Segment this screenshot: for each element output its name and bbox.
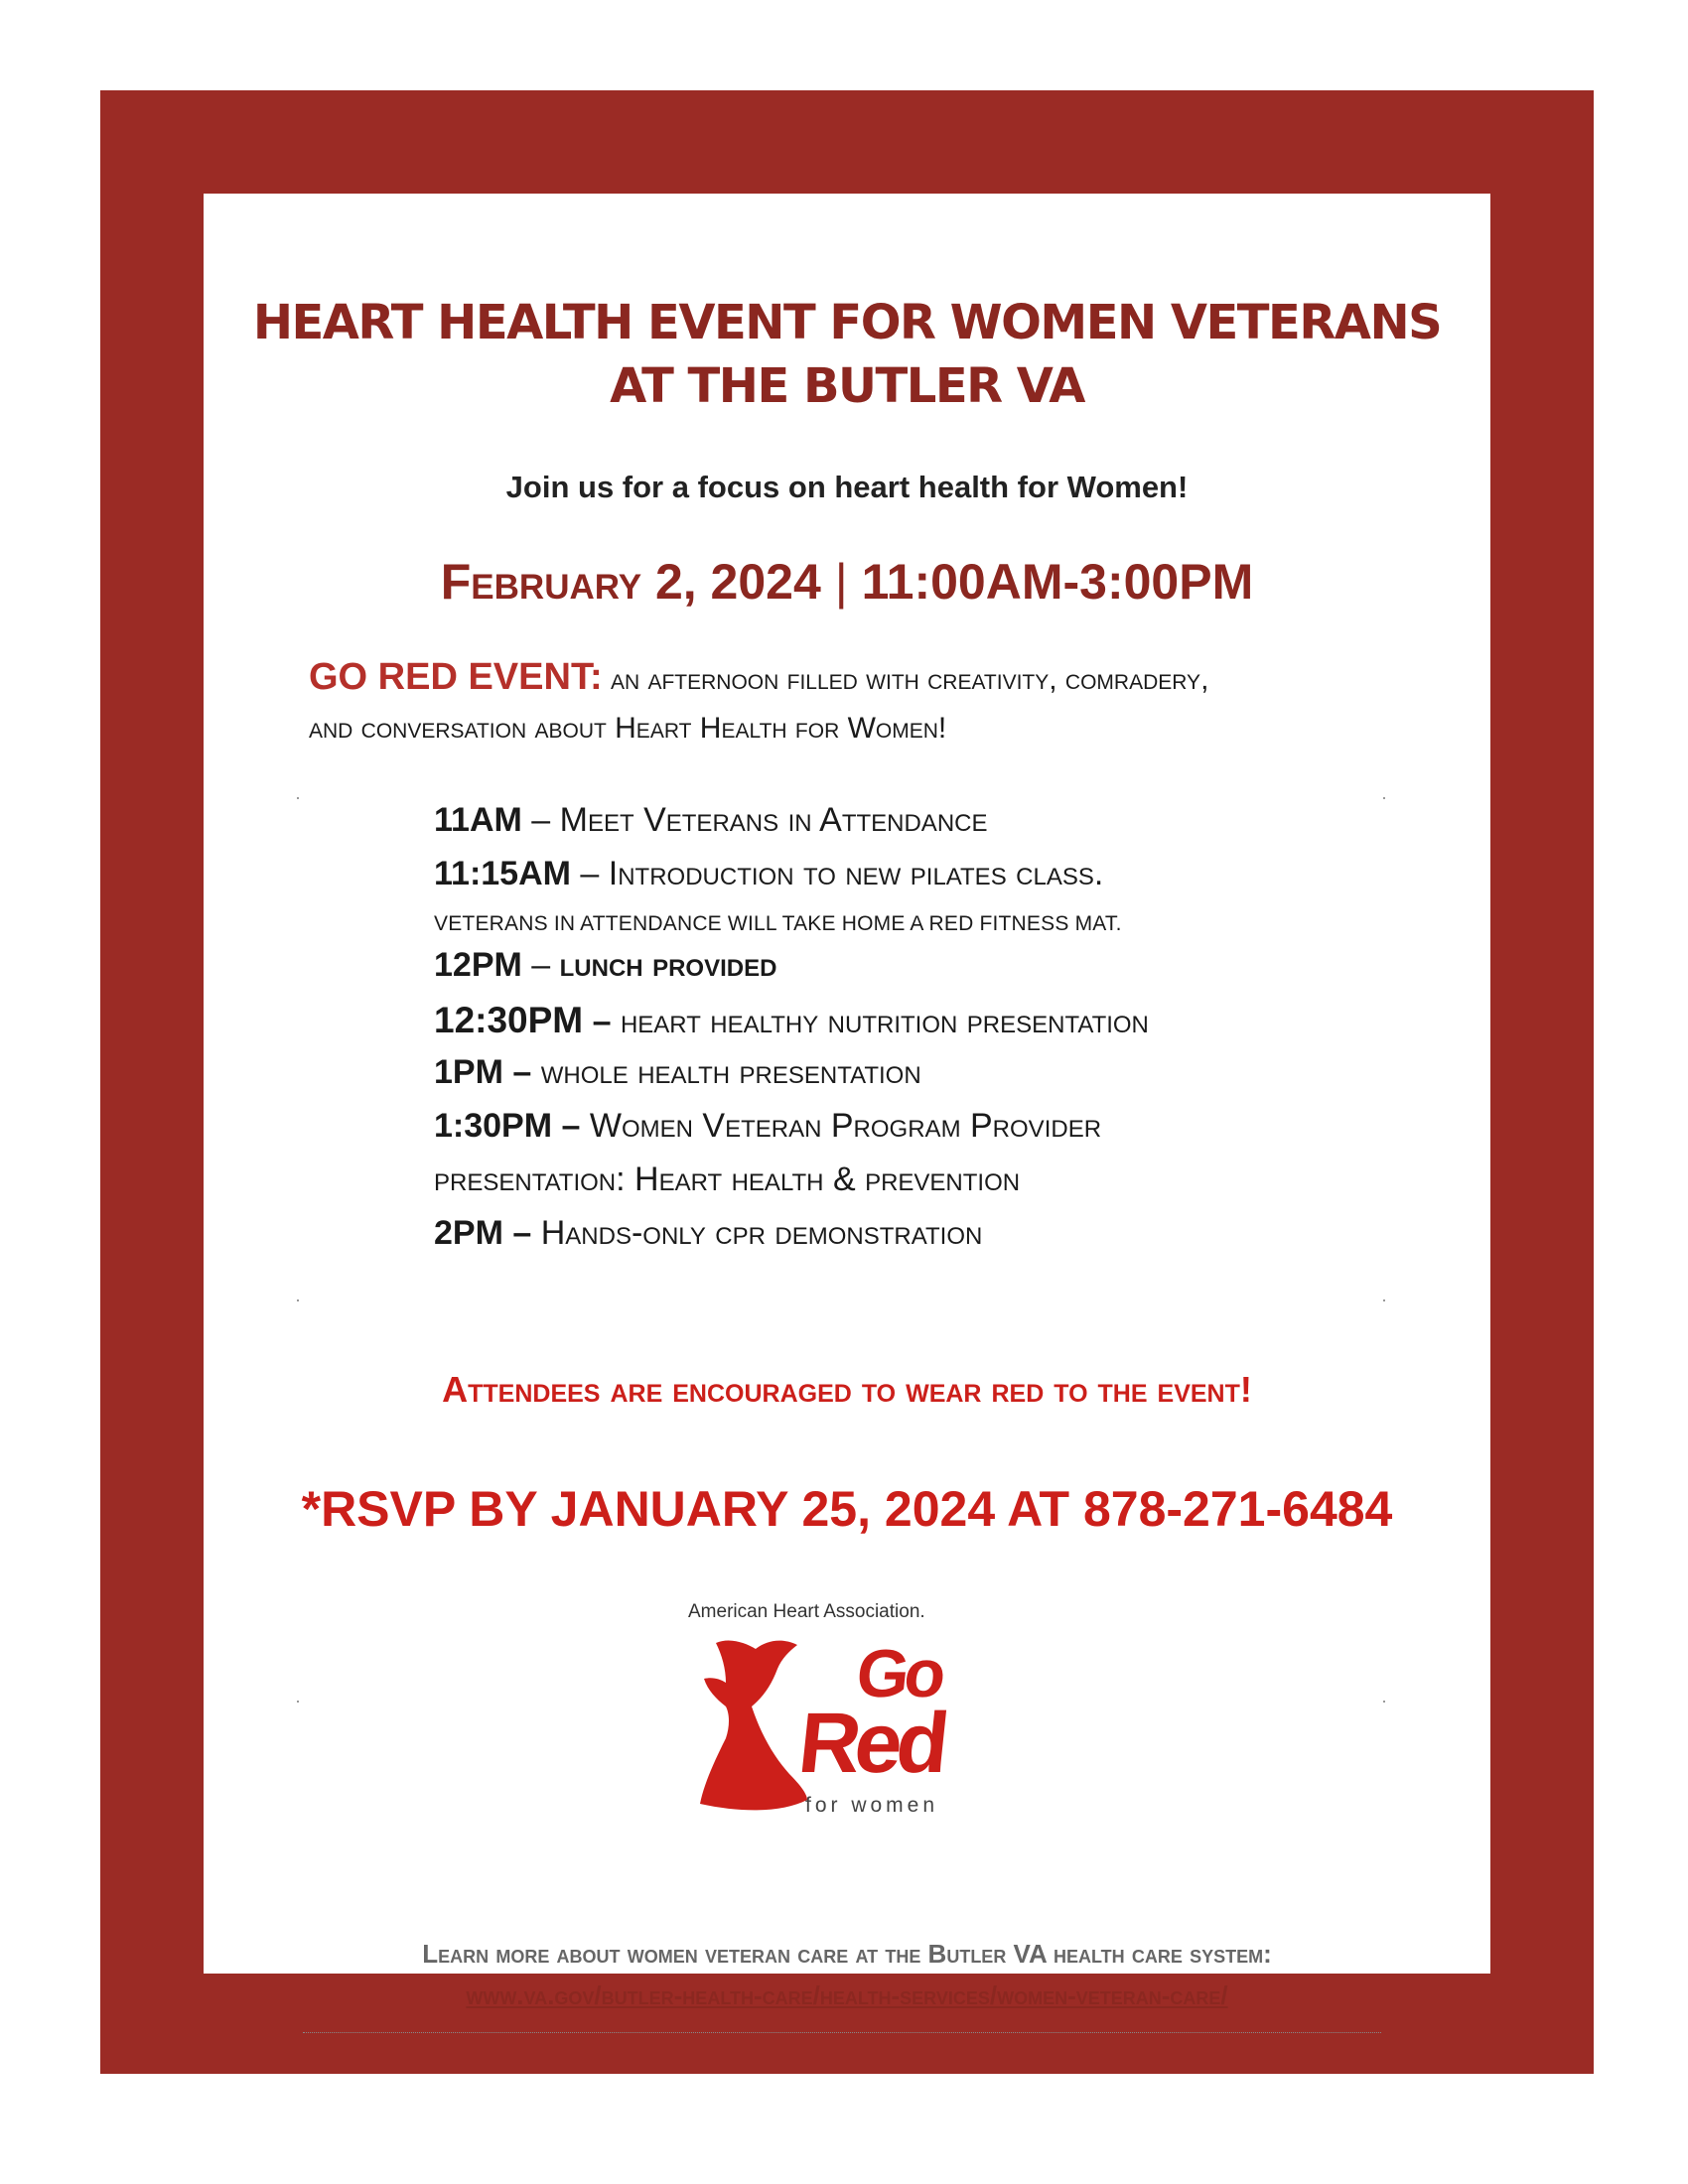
schedule-sep: – [521, 946, 560, 984]
event-time: 11:00AM-3:00PM [861, 554, 1254, 610]
schedule-text: Introduction to new pilates class. [608, 855, 1104, 892]
schedule-time: 12PM [434, 946, 522, 984]
flyer-panel [204, 194, 1490, 2010]
schedule-note: VETERANS IN ATTENDANCE WILL TAKE HOME A RED FITNESS MAT. [434, 912, 1122, 935]
dotted-divider [303, 2032, 1381, 2033]
schedule-time: 1:30PM [434, 1107, 553, 1145]
go-red-label: GO RED EVENT: [309, 656, 603, 698]
dot-marker [297, 797, 299, 799]
date-separator: | [834, 554, 848, 610]
schedule-text: lunch provided [559, 946, 777, 984]
go-red-logo [686, 1635, 1014, 1834]
schedule-text: whole health presentation [540, 1053, 921, 1091]
schedule-sep: – [583, 1003, 621, 1040]
schedule-text: presentation: Heart health & prevention [434, 1160, 1021, 1198]
dot-marker [1383, 797, 1385, 799]
flyer-title-line2: AT THE BUTLER VA [610, 358, 1084, 414]
aha-wordmark: American Heart Association. [688, 1601, 925, 1622]
schedule-time: 11AM [434, 801, 522, 839]
schedule-item [434, 801, 1427, 840]
go-red-desc-line1: an afternoon filled with creativity, comradery, [610, 663, 1209, 696]
rsvp-line: *RSVP BY JANUARY 25, 2024 AT 878-271-6484 [301, 1481, 1393, 1537]
schedule-item [434, 1000, 1427, 1041]
logo-tagline: for women [805, 1794, 939, 1817]
schedule-time: 2PM [434, 1214, 503, 1252]
schedule-time: 11:15AM [434, 855, 571, 892]
dot-marker [297, 1299, 299, 1301]
flyer-title-line1: HEART HEALTH EVENT FOR WOMEN VETERANS [252, 295, 1442, 350]
logo-go: Go [853, 1636, 945, 1711]
schedule-sep: – [570, 855, 609, 892]
red-border-frame [100, 90, 1594, 2074]
schedule-sep: – [521, 801, 560, 839]
wear-red-notice: Attendees are encouraged to wear red to the event! [442, 1369, 1252, 1410]
learn-more-text: Learn more about women veteran care at the Butler VA health care system: [422, 1939, 1272, 1969]
go-red-line1 [309, 656, 1441, 699]
schedule-sep: – [552, 1107, 590, 1145]
schedule-time: 1PM [434, 1053, 503, 1091]
schedule-item [434, 1214, 1427, 1253]
schedule-text: Hands-only cpr demonstration [540, 1214, 983, 1252]
dot-marker [1383, 1299, 1385, 1301]
schedule-item [434, 1160, 1427, 1199]
dot-marker [1383, 1701, 1385, 1703]
intro-text: Join us for a focus on heart health for Women! [505, 470, 1189, 504]
logo-red: Red [794, 1696, 948, 1791]
dot-marker [297, 1701, 299, 1703]
schedule-sep: – [502, 1053, 541, 1091]
schedule-text: heart healthy nutrition presentation [620, 1003, 1149, 1040]
schedule-time: 12:30PM [434, 1000, 584, 1040]
schedule-item [434, 855, 1427, 893]
schedule-text: Meet Veterans in Attendance [559, 801, 988, 839]
go-red-desc-line2: and conversation about Heart Health for Women! [309, 712, 947, 745]
schedule-text: Women Veteran Program Provider [589, 1107, 1102, 1145]
schedule-sep: – [502, 1214, 541, 1252]
schedule-item [434, 1107, 1427, 1146]
event-date-time [204, 553, 1490, 611]
women-veteran-care-link[interactable]: www.va.gov/butler-health-care/health-services/women-veteran-care/ [466, 1980, 1228, 2010]
schedule-item [434, 1053, 1427, 1092]
event-date: February 2, 2024 [440, 554, 821, 610]
schedule-item [434, 946, 1427, 985]
